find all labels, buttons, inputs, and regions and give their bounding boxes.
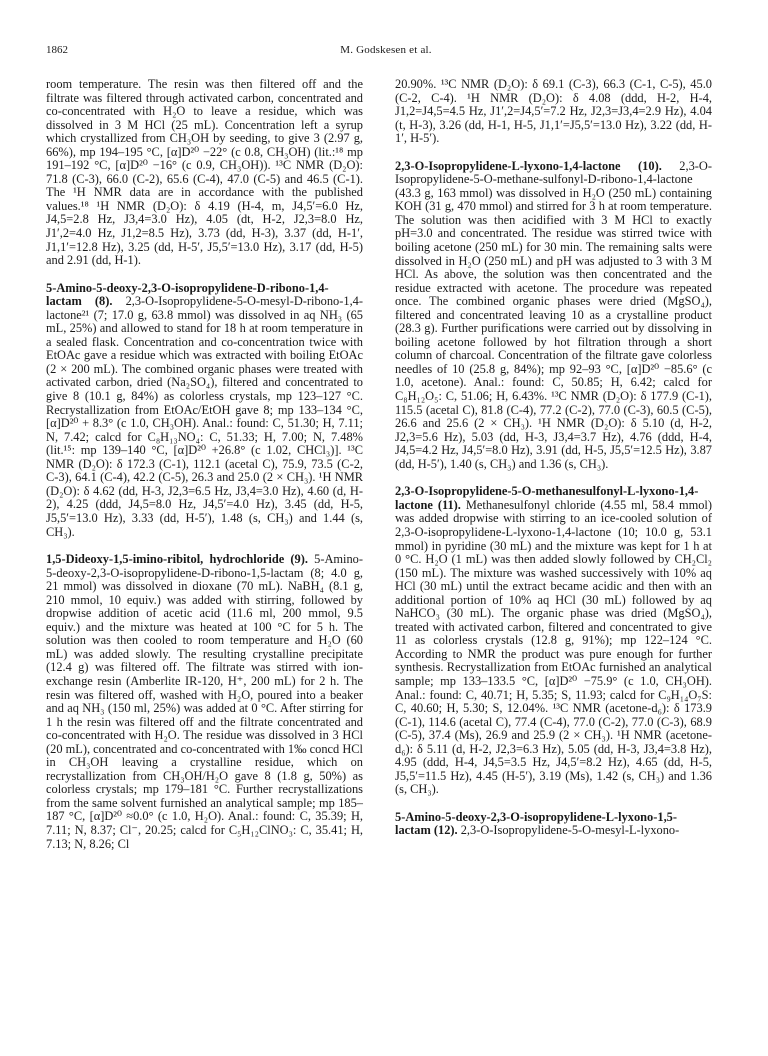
page-header bbox=[46, 44, 726, 60]
paragraph-text: room temperature. The resin was then filtered off and the filtrate was filtered through activated carbon, concentrated and co-concentrated with H₂O to leave a residue, which was dissolved in 3 M HCl (25 mL). Concentration left a syrup which crystallized from CH₃OH by seeding, to give 3 (2.97 g, 66%), mp 194–195 °C, [α]D²⁰ −22° (c 0.8, CH₃OH) (lit.:¹⁸ mp 191–192 °C, [α]D²⁰ −16° (c 0.9, CH₃OH)). ¹³C NMR (D₂O): 71.8 (C-3), 66.0 (C-2), 65.6 (C-4), 47.0 (C-5) and 46.5 (C-1). The ¹H NMR data are in accordance with the published values.¹⁸ ¹H NMR (D₂O): δ 4.19 (H-4, m, J4,5′=6.0 Hz, J4,5=2.8 Hz, J3,4=3.0 Hz), 4.05 (dt, H-2, J2,3=8.0 Hz, J1′,2=4.0 Hz, J1,2=8.5 Hz), 3.73 (dd, H-3), 3.37 (dd, H-1′, J1,1′=12.8 Hz), 3.25 (dd, H-5′, J5,5′=13.0 Hz), 3.17 (dd, H-5) and 2.91 (dd, H-1). bbox=[46, 77, 363, 268]
paragraph-text: Methanesulfonyl chloride (4.55 ml, 58.4 mmol) was added dropwise with stirring to an ice-cooled solution of 2,3-O-isopropylidene-L-lyxono-1,4-lactone (10; 10.0 g, 53.1 mmol) in pyridine (30 mL) and the mixture was kept for 1 h at 0 °C. H₂O (1 mL) was then added slowly followed by CH₂Cl₂ (150 mL). The mixture was washed successively with 10% aq HCl (30 mL) until the extract became acidic and then with an additional portion of 10% aq HCl (30 mL) followed by aq NaHCO₃ (30 mL). The organic phase was dried (MgSO₄), treated with activated carbon, filtered and concentrated to give 11 as colorless crystals (12.8 g, 91%); mp 122–124 °C. According to NMR the product was pure enough for further synthesis. Recrystallization from EtOAc furnished an analytical sample; mp 133–133.5 °C, [α]D²⁰ −75.9° (c 1.0, CH₃OH). Anal.: found: C, 40.71; H, 5.35; S, 11.93; calcd for C₉H₁₄O₇S: C, 40.60; H, 5.30; S, 12.04%. ¹³C NMR (acetone-d₆): δ 173.9 (C-1), 114.6 (acetal C), 77.4 (C-4), 77.0 (C-2), 77.0 (C-3), 68.9 (C-5), 37.4 (Ms), 26.9 and 25.9 (2 × CH₃). ¹H NMR (acetone-d₆): δ 5.11 (d, H-2, J2,3=6.3 Hz), 5.05 (dd, H-3, J3,4=3.8 Hz), 4.95 (ddd, H-4, J4,5=3.5 Hz, J4,5′=8.2 Hz), 4.65 (dd, H-5, J5,5′=11.5 Hz), 4.45 (H-5′), 3.19 (Ms), 1.42 (s, CH₃) and 1.36 (s, CH₃). bbox=[395, 497, 712, 797]
paragraph-heading: 1,5-Dideoxy-1,5-imino-ribitol, hydrochloride (9). bbox=[46, 552, 308, 567]
paragraph bbox=[395, 78, 712, 146]
right-column bbox=[395, 78, 712, 838]
paragraph-heading: 5-Amino-5-deoxy-2,3-O-isopropylidene-L-lyxono-1,5-lactam (12). bbox=[395, 809, 677, 838]
paragraph-text: 20.90%. ¹³C NMR (D₂O): δ 69.1 (C-3), 66.3 (C-1, C-5), 45.0 (C-2, C-4). ¹H NMR (D₂O): δ 4.08 (ddd, H-2, H-4, J1,2=J4,5=4.5 Hz, J1′,2=J4,5′=7.2 Hz, J2,3=J3,4=2.9 Hz), 4.04 (t, H-3), 3.26 (dd, H-1, H-5, J1,1′=J5,5′=13.0 Hz), 3.22 (dd, H-1′, H-5′). bbox=[395, 77, 712, 146]
paragraph bbox=[395, 811, 712, 838]
running-head: M. Godskesen et al. bbox=[340, 44, 432, 56]
paragraph-text: 2,3-O-Isopropylidene-5-O-methane-sulfonyl-D-ribono-1,4-lactone (43.3 g, 163 mmol) was dissolved in H₂O (250 mL) containing KOH (31 g, 470 mmol) and stirred for 3 h at room temperature. The solution was then acidified with 3 M HCl to exactly pH=3.0 and concentrated. The residue was stirred twice with boiling acetone (250 mL) for 30 min. The remaining salts were dissolved in H₂O (250 mL) and pH was adjusted to 3 with 3 M HCl. As above, the solution was then concentrated and the residue extracted with acetone. The procedure was repeated once. The combined organic phases were dried (MgSO₄), filtered and concentrated leaving 10 as a crystalline product (28.3 g). Further purifications were carried out by dissolving in boiling acetone followed by hot filtration through a short column of charcoal. Concentration of the filtrate gave colorless needles of 10 (25.8 g, 84%); mp 92–93 °C, [α]D²⁰ −85.6° (c 1.0, acetone). Anal.: found: C, 50.85; H, 6.42; calcd for C₈H₁₂O₅: C, 51.06; H, 6.43%. ¹³C NMR (D₂O): δ 177.9 (C-1), 115.5 (acetal C), 81.8 (C-4), 77.2 (C-2), 77.0 (C-3), 60.5 (C-5), 26.6 and 25.6 (2 × CH₃). ¹H NMR (D₂O): δ 5.10 (d, H-2, J2,3=5.6 Hz), 5.03 (dd, H-3, J3,4=3.7 Hz), 4.76 (ddd, H-4, J4,5=4.2 Hz, J4,5′=8.0 Hz), 3.91 (dd, H-5, J5,5′=12.5 Hz), 3.87 (dd, H-5′), 1.40 (s, CH₃) and 1.36 (s, CH₃). bbox=[395, 158, 712, 471]
paragraph bbox=[46, 78, 363, 268]
paragraph-text: 2,3-O-Isopropylidene-5-O-mesyl-D-ribono-1,4-lactone²¹ (7; 17.0 g, 63.8 mmol) was dissolved in aq NH₃ (65 mL, 25%) and allowed to stand for 18 h at room temperature in a sealed flask. Concentration and co-concentration twice with EtOAc gave a residue which was extracted with boiling EtOAc (2 × 200 mL). The combined organic phases were treated with activated carbon, dried (Na₂SO₄), filtered and concentrated to give 8 (10.1 g, 84%) as colorless crystals, mp 123–127 °C. Recrystallization from EtOAc/EtOH gave 8; mp 133–134 °C, [α]D²⁰ + 8.3° (c 1.0, CH₃OH). Anal.: found: C, 51.30; H, 7.11; N, 7.42; calcd for C₈H₁₃NO₄: C, 51.33; H, 7.00; N, 7.48% (lit.¹⁵: mp 139–140 °C, [α]D²⁰ +26.8° (c 1.02, CHCl₃)]. ¹³C NMR (D₂O): δ 172.3 (C-1), 112.1 (acetal C), 75.9, 73.5 (C-2, C-3), 64.1 (C-4), 42.2 (C-5), 26.3 and 25.0 (2 × CH₃). ¹H NMR (D₂O): δ 4.62 (dd, H-3, J2,3=6.5 Hz, J3,4=3.0 Hz), 4.60 (d, H-2), 4.25 (ddd, J4,5=8.0 Hz, J4,5′=4.0 Hz), 3.45 (dd, H-5, J5,5′=13.0 Hz), 3.33 (dd, H-5′), 1.48 (s, CH₃) and 1.44 (s, CH₃). bbox=[46, 294, 363, 539]
left-column bbox=[46, 78, 363, 851]
paragraph bbox=[395, 160, 712, 472]
paragraph-heading: 2,3-O-Isopropylidene-L-lyxono-1,4-lactone (10). bbox=[395, 158, 662, 173]
page-number: 1862 bbox=[46, 44, 68, 56]
paragraph-text: 2,3-O-Isopropylidene-5-O-mesyl-L-lyxono- bbox=[457, 823, 680, 838]
paragraph-text: 5-Amino-5-deoxy-2,3-O-isopropylidene-D-ribono-1,5-lactam (8; 4.0 g, 21 mmol) was dissolved in dioxane (70 mL). NaBH₄ (8.1 g, 210 mmol, 10 equiv.) was added with stirring, followed by dropwise addition of acetic acid (11.6 ml, 200 mmol, 9.5 equiv.) and the mixture was heated at 100 °C for 5 h. The solution was then cooled to room temperature and H₂O (60 mL) was added slowly. The resulting crystalline precipitate (12.4 g) was filtered off. The filtrate was stirred with ion-exchange resin (Amberlite IR-120, H⁺, 200 mL) for 2 h. The resin was filtered off, washed with H₂O, poured into a beaker and aq NH₃ (150 ml, 25%) was added at 0 °C. After stirring for 1 h the resin was filtered off and the filtrate concentrated and co-concentrated with H₂O. The residue was dissolved in 3 HCl (20 mL), concentrated and co-concentrated with 1‰ concd HCl in CH₃OH leaving a crystalline residue, which on recrystallization from CH₃OH/H₂O gave 8 (1.8 g, 50%) as colorless crystals; mp 179–181 °C. Further recrystallizations from the same solvent furnished an analytical sample; mp 185–187 °C, [α]D²⁰ ≈0.0° (c 1.0, H₂O). Anal.: found: C, 35.39; H, 7.11; N, 8.37; Cl⁻, 20.25; calcd for C₅H₁₂ClNO₃: C, 35.41; H, 7.13; N, 8.26; Cl bbox=[46, 552, 363, 851]
paragraph-heading: 2,3-O-Isopropylidene-5-O-methanesulfonyl-L-lyxono-1,4-lactone (11). bbox=[395, 484, 699, 512]
paragraph bbox=[46, 553, 363, 851]
paragraph-heading: 5-Amino-5-deoxy-2,3-O-isopropylidene-D-ribono-1,4-lactam (8). bbox=[46, 280, 329, 309]
paragraph bbox=[395, 485, 712, 797]
paragraph bbox=[46, 282, 363, 539]
